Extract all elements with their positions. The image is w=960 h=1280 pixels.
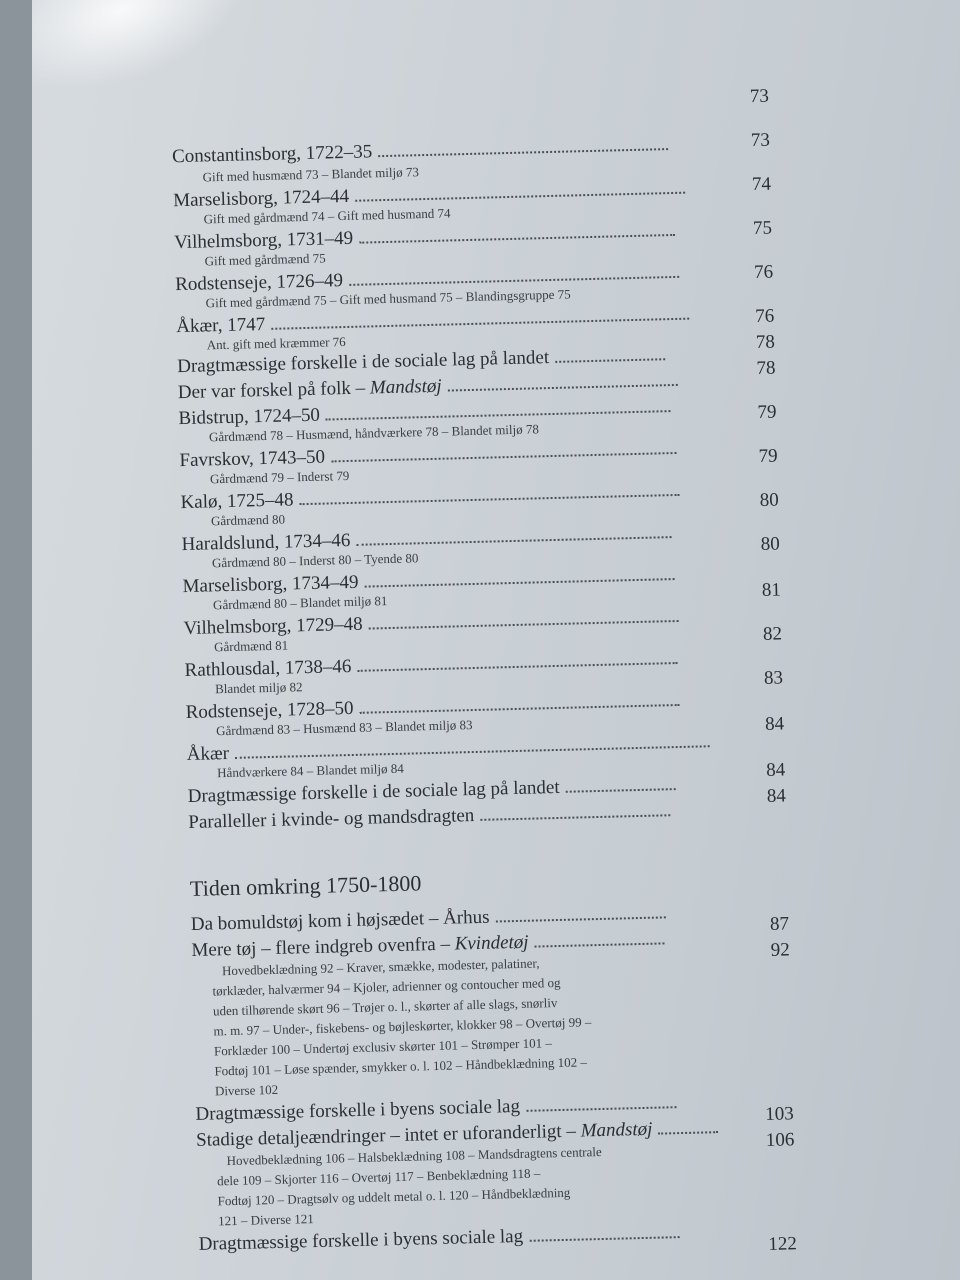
toc-entry: Der var forskel på folk – Mandstøj [178,370,678,404]
page-number: 87 [769,913,790,935]
toc-entry: Mere tøj – flere indgreb ovenfra – Kvindetøj [191,928,665,962]
page-number: 80 [759,489,779,511]
toc-subentry: 121 – Diverse 121 [217,1211,314,1229]
toc-subentry: dele 109 – Skjorter 116 – Overtøj 117 – Benbeklædning 118 – [216,1165,541,1189]
toc-entry: Favrskov, 1743–50 [179,438,676,472]
toc-subentry: Gårdmænd 79 – Inderst 79 [209,467,350,487]
toc-entry: Marselisborg, 1734–49 [182,564,674,598]
toc-subentry: Fodtøj 120 – Dragtsølv og uddelt metal o. l. 120 – Håndbeklædning [217,1184,571,1209]
toc-subentry: m. m. 97 – Under-, fiskebens- og bøjleskørter, klokker 98 – Overtøj 99 – [213,1014,592,1039]
page-number: 82 [762,623,783,645]
toc-entry: Vilhelmsborg, 1729–48 [183,606,678,640]
toc-subentry: Gift med gårdmænd 74 – Gift med husmand 74 [203,205,451,227]
toc-entry: Dragtmæssige forskelle i byens sociale lag [198,1222,679,1256]
page-number: 79 [757,401,777,423]
page-number: 84 [766,785,787,807]
toc-subentry: Gårdmænd 80 – Inderst 80 – Tyende 80 [211,550,419,571]
toc-subentry: Fodtøj 101 – Løse spænder, smykker o. l. 102 – Håndbeklædning 102 – [214,1054,588,1079]
page-number: 103 [764,1103,794,1125]
toc-subentry: Gårdmænd 80 [210,511,286,529]
toc-subentry: Gårdmænd 81 [213,637,289,655]
page-number: 75 [752,217,773,240]
toc-entry: Rodstenseje, 1726–49 [175,262,679,296]
section-heading: Tiden omkring 1750-1800 [189,870,422,901]
toc-entry: Stadige detaljeændringer – intet er uforanderligt – Mandstøj [196,1117,719,1152]
book-page [32,0,960,1280]
page-number: 83 [763,667,784,689]
toc-entry: Rodstenseje, 1728–50 [185,690,679,724]
toc-subentry: Hovedbeklædning 106 – Halsbeklædning 108 – Mandsdragtens centrale [226,1144,602,1169]
page-number: 73 [749,85,770,108]
toc-subentry: Gårdmænd 80 – Blandet miljø 81 [212,593,388,613]
toc-subentry: Blandet miljø 82 [214,679,303,697]
page-number: 81 [761,579,782,601]
toc-subentry: Hovedbeklædning 92 – Kraver, smække, modester, palatiner, [221,955,540,979]
page-number: 76 [753,261,774,284]
page-number: 122 [768,1233,798,1255]
page-number: 78 [755,331,776,353]
toc-subentry: Gift med gårdmænd 75 – Gift med husmand 75 – Blandingsgruppe 75 [205,286,571,311]
toc-entry: Åkær, 1747 [176,304,689,339]
table-of-contents [32,0,960,1280]
page-number: 84 [764,713,785,735]
page-number: 79 [758,445,778,467]
toc-subentry: Ant. gift med kræmmer 76 [206,334,346,353]
page-number: 106 [765,1129,795,1151]
toc-entry: Kalø, 1725–48 [180,480,679,514]
toc-entry: Paralleller i kvinde- og mandsdragten [188,800,670,834]
toc-entry: Da bomuldstøj kom i højsædet – Århus [191,902,666,936]
toc-entry: Bidstrup, 1724–50 [178,396,671,430]
page-number: 74 [751,173,772,196]
toc-entry: Vilhelmsborg, 1731–49 [174,220,675,254]
page-number: 73 [750,129,771,152]
page-number: 92 [770,939,790,961]
page-number: 80 [760,533,781,555]
toc-subentry: Forklæder 100 – Undertøj exclusiv skørter 101 – Strømper 101 – [213,1035,553,1059]
toc-subentry: Gift med husmænd 73 – Blandet miljø 73 [202,164,420,185]
toc-subentry: Diverse 102 [214,1081,279,1099]
toc-subentry: Håndværkere 84 – Blandet miljø 84 [216,760,404,781]
toc-entry: Dragtmæssige forskelle i de sociale lag på landet [177,344,665,378]
page-number: 84 [766,759,786,781]
toc-subentry: Gårdmænd 78 – Husmænd, håndværkere 78 – Blandet miljø 78 [208,421,540,445]
toc-entry: Åkær [186,731,710,766]
toc-entry: Rathlousdal, 1738–46 [184,648,677,682]
toc-entry: Marselisborg, 1724–44 [173,178,685,213]
page-number: 78 [756,357,776,379]
toc-subentry: Gift med gårdmænd 75 [204,250,326,269]
toc-entry: Dragtmæssige forskelle i byens sociale lag [195,1092,676,1126]
toc-subentry: tørklæder, halværmer 94 – Kjoler, adrienner og contoucher med og [212,974,561,999]
page-number: 76 [754,305,775,328]
toc-entry: Haraldslund, 1734–46 [181,522,671,556]
toc-subentry: uden tilhørende skørt 96 – Trøjer o. l., skørter af alle slags, snørliv [212,995,558,1019]
toc-entry: Dragtmæssige forskelle i de sociale lag på landet [187,774,675,808]
toc-entry: Constantinsborg, 1722–35 [172,134,669,168]
toc-subentry: Gårdmænd 83 – Husmænd 83 – Blandet miljø 83 [215,717,473,739]
